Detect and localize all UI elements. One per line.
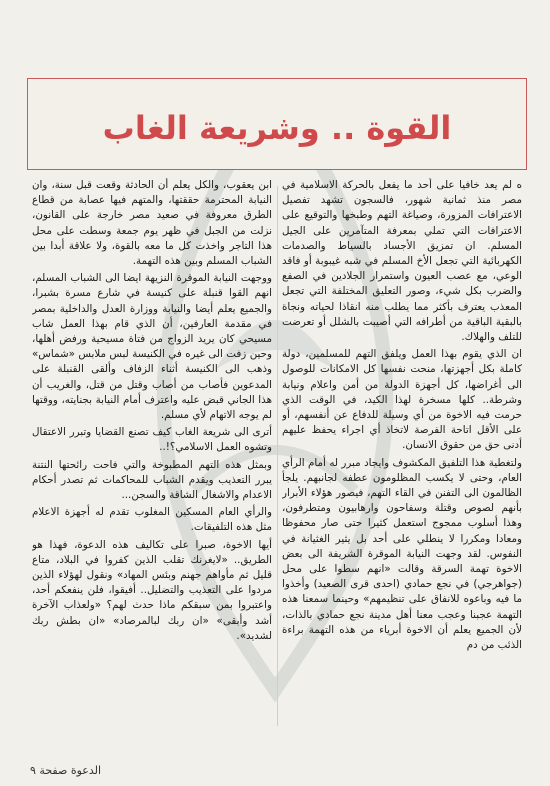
page-footer: الدعوة صفحة ٩	[30, 764, 102, 777]
title-box	[27, 78, 527, 170]
article-body	[32, 178, 522, 738]
paragraph: ابن يعقوب، والكل يعلم أن الحادثة وقعت قبل سنة، وان النيابة المحترمة حققتها، والمتهم فيها عصابة من قطاع الطرق معروفة في صعيد مصر خارجة على القانون، نزلت من الجبل في ظهر يوم جمعة وسطت على محل هذا التاجر واخذت كل ما معه بالقوة، ولا علاقة أبدا بين الشباب المسلم وبين هذه التهمة.	[32, 179, 272, 268]
paragraph: ووجهت النيابة الموقرة النزيهة ايضا الى الشباب المسلم، انهم القوا قنبلة على كنيسة في شارع مسرة بشبرا، والجميع يعلم أيضا والنيابة ووزارة العدل والداخلية بمصر في مقدمة العارفين، أن الذي قام بهذا العمل شاب مسيحي كان يريد الزواج من فتاة مسيحية ورفض أهلها، وحين زفت الى غيره في الكنيسة لبس ملابس «شماس» وذهب الى الكنيسة أثناء الزفاف وألقى القنبلة على المدعوين فأصاب من أصاب وقتل من قتل، والغريب أن هذا الجاني قبض عليه واعترف أمام النيابة بجنايته، ووقتها لم يوجه الاتهام لأي مسلم.	[32, 272, 272, 422]
column-divider	[277, 186, 278, 726]
left-column	[32, 178, 272, 738]
article-title: القوة .. وشريعة الغاب	[102, 109, 452, 147]
paragraph: ولتغطية هذا التلفيق المكشوف وايجاد مبرر له أمام الرأي العام، وحتى لا يكسب المظلومون عطفه لجانبهم. يلجأ الظالمون الى التفنن في القاء التهم، فيصور هؤلاء الأبرار بأنهم لصوص وقتلة وسفاحون وارهابيون ومتطرفون، وهذا أسلوب ممجوج استعمل كثيرا حتى صار محفوظا ومعادا ومكررا لا ينطلي على أحد بل يثير الغثيانة في النفوس. لقد وجهت النيابة الموقرة الشريفة الى بعض الاخوة تهمة السرقة وقالت «انهم سطوا على محل (جواهرجي) في نجع حمادي (احدى قرى الصعيد) وأخذوا ما فيه وباعوه للانفاق على تنظيمهم» وحينما سمعنا هذه التهمة عجبنا وعجب معنا أهل مدينة نجع حمادي بالذات، لأن الجميع يعلم أن الاخوة أبرياء من هذه التهمة براءة الذئب من دم	[282, 456, 522, 652]
paragraph: وبمثل هذه التهم المطبوخة والتي فاحت رائحتها النتنة يبرر التعذيب ويقدم الشباب للمحاكمات ثم تصدر أحكام الاعدام والاشغال الشاقة والسجن...	[32, 458, 272, 502]
right-column	[282, 178, 522, 738]
paragraph: ه لم يعد خافيا على أحد ما يفعل بالحركة الاسلامية في مصر منذ ثمانية شهور، فالسجون تشهد تفصيل الاعترافات المزورة، وصياغة التهم وطبخها والتوقيع على الاعترافات التي تملي بمعرفة المتآمرين على الجيل المسلم. ان تمزيق الأجساد بالسياط والصدمات الكهربائية التي تجعل الأخ المسلم في شبه غيبوبة أو فاقد الوعي، مع عصب العيون واستمرار الجلادين في الصفع والضرب بكل شيء، وصور التعليق المختلفة التي تجعل المعذب يعترف بأكثر مما يطلب منه انقاذا لحياته ونجاة بالبقية الباقية من أطرافه التي أصيبت بالشلل أو تعرضت للتلف والهلاك.	[282, 179, 522, 344]
paragraph: أترى الى شريعة الغاب كيف تصنع القضايا وتبرر الاعتقال وتشوه العمل الاسلامي؟!..	[32, 426, 272, 454]
paragraph: ان الذي يقوم بهذا العمل ويلفق التهم للمسلمين، دولة كاملة بكل أجهزتها، منحت نفسها كل الامكانات للوصول الى أغراضها، كل أجهزة الدولة من أمن واعلام ونيابة وشرطة.. كلها مسخرة لهذا الكيد، في الوقت الذي حرمت فيه الاخوة من أي وسيلة للدفاع عن أنفسهم، أو على الأقل اتاحة الفرصة لاتخاذ أي اجراء يحفظ عليهم أدنى حق من حقوق الانسان.	[282, 348, 522, 452]
paragraph: أيها الاخوة، صبرا على تكاليف هذه الدعوة، فهذا هو الطريق.. «لايغرنك تقلب الذين كفروا في البلاد، متاع قليل ثم مأواهم جهنم وبئس المهاد» ونقول لهؤلاء الذين مردوا على التعذيب والتضليل.. أفيقوا، فلن ينفعكم أحد، واعتبروا بمن سبقكم ماذا حدث لهم؟ «ولعذاب الآخرة أشد وأبقى» «ان ربك لبالمرصاد» «ان بطش ربك لشديد».	[32, 538, 272, 642]
paragraph: والرأي العام المسكين المغلوب تقدم له أجهزة الاعلام مثل هذه التلفيقات.	[32, 506, 272, 534]
